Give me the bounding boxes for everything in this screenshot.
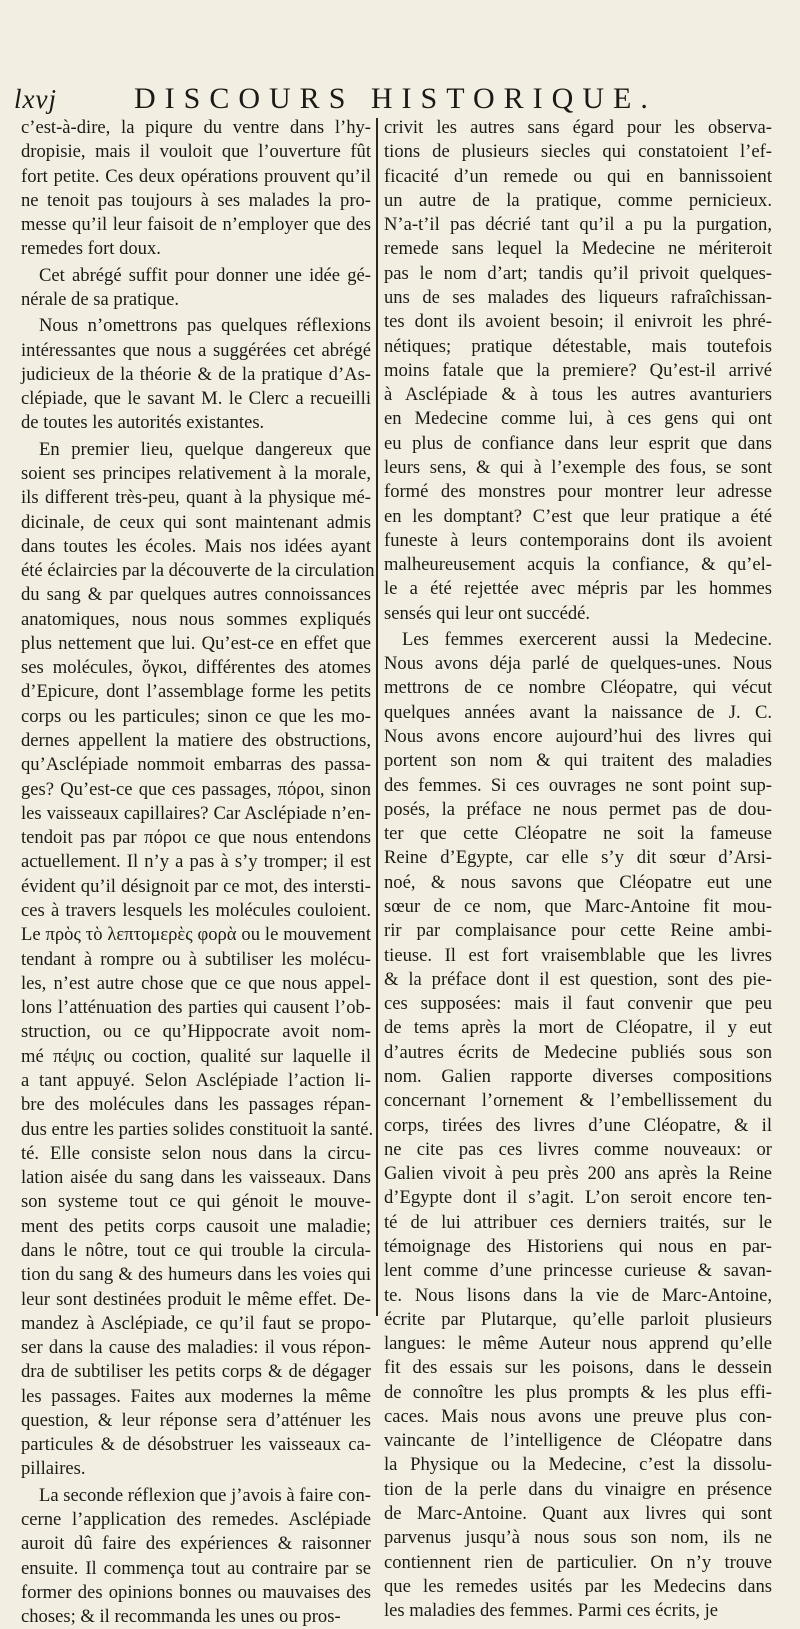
text-line: tieuse. Il est fort vraisemblable que les livres [384,944,772,966]
right-column [384,116,772,1623]
text-line: portent son nom & qui traitent des maladies [384,750,772,772]
text-line: struction, ou ce qu’Hippocrate avoit nom- [21,1021,371,1043]
text-line: c’est-à-dire, la piqure du ventre dans l’hy- [21,117,371,138]
text-line: dus entre les parties solides constituoit la santé. [21,1118,374,1140]
text-line: caces. Mais nous avons une preuve plus con- [384,1405,772,1427]
text-line: ter que cette Cléopatre ne soit la fameuse [384,823,772,845]
left-column [21,116,375,1629]
text-line: d’Egypte dont il s’agit. L’on seroit encore ten- [384,1187,772,1209]
text-line: en Medecine comme lui, à ces gens qui ont [384,408,772,430]
text-line: dernes appellent la matiere des obstructions, [21,730,371,752]
text-line: d’Epicure, dont l’assemblage forme les petits [21,681,371,703]
text-line: de Marc-Antoine. Quant aux livres qui sont [384,1503,772,1525]
text-line: dicinale, de ceux qui sont maintenant admis [21,511,371,533]
text-line: noé, & nous savons que Cléopatre eut une [384,871,772,893]
text-line: ces supposées: mais il faut convenir que peu [384,993,772,1015]
text-line: tions de plusieurs siecles qui constatoient l’ef- [384,141,772,163]
text-line: les passages. Faites aux modernes la même [21,1385,371,1407]
text-line: d’autres écrits de Medecine publiés sous son [384,1041,772,1063]
text-line: pillaires. [21,1458,86,1480]
text-line: concernant l’ornement & l’embellissement du [384,1090,772,1112]
text-line: ces à travers lesquels les molécules couloient. [21,900,371,921]
text-line: qu’Asclépiade nommoit embarras des passa- [21,754,371,776]
text-line: les vaisseaux capillaires? Car Asclépiade n’en- [21,802,371,824]
text-line: que les remedes usités par les Medecins dans [384,1575,772,1597]
text-line: La seconde réflexion que j’avois à faire con- [39,1484,371,1506]
text-line: bre des molécules dans les passages répan- [21,1094,371,1116]
text-line: ne tenoit pas toujours à ses malades la pro- [21,189,371,211]
text-line: corps ou les particules; sinon ce que les mo- [21,705,371,727]
text-line: Reine d’Egypte, car elle s’y dit sœur d’Arsi- [384,847,772,869]
text-line: ges? Qu’est-ce que ces passages, πόροι, sinon [21,778,371,800]
text-line: sensés qui leur ont succédé. [384,602,591,624]
text-line: rir par complaisance pour cette Reine ambi- [384,920,772,942]
text-line: en les domptant? C’est que leur pratique a été [384,505,772,527]
text-line: remedes fort doux. [21,238,161,260]
text-line: les, n’est autre chose que ce que nous appel- [21,972,371,994]
text-line: En premier lieu, quelque dangereux que [39,438,371,460]
text-line: former des opinions bonnes ou mauvaises des [21,1581,371,1603]
column-divider [376,118,378,1316]
text-line: funeste à leurs contemporains dont ils avoient [384,529,772,551]
text-line: tion du sang & des humeurs dans les voies qui [21,1264,371,1286]
text-line: nom. Galien rapporte diverses compositions [384,1065,772,1087]
text-line: soient ses principes relativement à la morale, [21,462,371,484]
text-line: actuellement. Il n’y a pas à s’y tromper; il est [21,851,371,873]
text-line: auroit dû faire des expériences & raisonner [21,1533,371,1555]
text-line: dra de subtiliser les petits corps & de dégager [21,1361,371,1383]
text-line: ficacité d’un remede ou qui en bannissoient [384,165,772,187]
text-line: vaincante de l’intelligence de Cléopatre dans [384,1430,772,1452]
text-line: ils different très-peu, quant à la physique mé- [21,487,371,509]
text-line: te. Nous lisons dans la vie de Marc-Antoine, [384,1284,772,1306]
text-line: nérale de sa pratique. [21,288,179,310]
text-line: à Asclépiade & à tous les autres avanturiers [384,384,772,406]
text-line: tion de la perle dans du vinaigre en présence [384,1478,772,1500]
text-line: tendant à rompre ou à subtiliser les molécu- [21,948,371,970]
text-line: messe qu’il leur faisoit de n’employer que des [21,214,371,236]
text-line: remede sans lequel la Medecine ne mériteroit [384,238,772,260]
text-line: de tems après la mort de Cléopatre, il y eut [384,1017,772,1039]
text-line: fort petite. Ces deux opérations prouvent qu’il [21,165,371,187]
text-line: clépiade, que le savant M. le Clerc a recueilli [21,388,371,410]
text-line: pas le nom d’art; tandis qu’il privoit quelques- [384,262,772,284]
text-line: de toutes les autorités existantes. [21,412,265,434]
text-line: leur sont destinées produit le même effet. De- [21,1288,371,1310]
text-line: quelques années avant la naissance de J. C. [384,701,772,723]
text-line: malheureusement acquis la confiance, & qu’el- [384,554,772,576]
text-line: dans le nôtre, tout ce qui trouble la circula- [21,1239,371,1261]
text-line: fit des essais sur les poisons, dans le dessein [384,1357,772,1379]
text-line: lation aisée du sang dans les vaisseaux. Dans [21,1167,371,1189]
text-line: ment des petits corps causoit une maladie; [21,1215,371,1237]
text-line: ensuite. Il commença tout au contraire par se [21,1557,371,1579]
text-line: les maladies des femmes. Parmi ces écrits, je [384,1600,719,1622]
text-line: anatomiques, nous nous sommes expliqués [21,608,371,630]
text-line: particules & de désobstruer les vaisseaux ca- [21,1434,371,1456]
text-line: corps, tirées des livres d’une Cléopatre, & il [384,1114,772,1136]
text-line: cerne l’application des remedes. Asclépiade [21,1509,371,1531]
text-line: langues: le même Auteur nous apprend qu’elle [384,1333,772,1355]
text-line: des femmes. Si ces ouvrages ne sont point sup- [384,774,772,796]
text-line: la Physique ou la Medecine, c’est la dissolu- [384,1454,772,1476]
text-line: tendoit pas par πόροι ce que nous entendons [21,827,371,849]
text-line: mé πέψις ou coction, qualité sur laquelle il [21,1045,371,1067]
text-line: Nous avons encore aujourd’hui des livres qui [384,726,772,748]
text-line: mettrons de ce nombre Cléopatre, qui vécut [384,677,772,699]
text-line: posés, la préface ne nous permet pas de dou- [384,798,772,820]
text-line: té de lui attribuer ces derniers traités, sur le [384,1211,772,1233]
text-line: Les femmes exercerent aussi la Medecine. [402,628,772,650]
text-line: dans toutes les écoles. Mais nos idées ayant [21,535,371,557]
text-line: du sang & par quelques autres connoissances [21,584,371,606]
text-line: Cet abrégé suffit pour donner une idée gé- [39,264,371,286]
running-title: DISCOURS HISTORIQUE. [134,82,657,115]
text-line: ses molécules, ὄγκοι, différentes des atomes [21,657,371,679]
text-line: un autre de la pratique, comme pernicieux. [384,189,772,211]
text-line: & la préface dont il est question, sont des pie- [384,968,772,990]
text-line: nétiques; pratique détestable, mais toutefois [384,335,772,357]
text-line: ne cite pas ces livres comme nouveaux: or [384,1138,772,1160]
text-line: sœur de ce nom, que Marc-Antoine fit mou- [384,896,772,917]
text-line: té. Elle consiste selon nous dans la circu- [21,1142,371,1164]
text-line: Le πρὸς τὸ λεπτομερὲς φορὰ ou le mouvement [21,924,371,946]
text-line: intéressantes que nous a suggérées cet abrégé [21,339,371,361]
text-line: témoignage des Historiens qui nous en par- [384,1235,772,1257]
text-line: lons l’atténuation des parties qui causent l’ob- [21,997,371,1019]
text-line: crivit les autres sans égard pour les observa- [384,117,772,138]
text-line: été éclaircies par la découverte de la circulation [21,560,375,582]
text-line: leurs sens, & qui à l’exemple des fous, se sont [384,456,772,478]
text-line: le a été rejettée avec mépris par les hommes [384,578,772,600]
text-line: lent comme d’une princesse curieuse & savan- [384,1260,772,1282]
page-number: lxvj [14,84,57,114]
text-line: Nous n’omettrons pas quelques réflexions [39,315,371,337]
text-line: son systeme tout ce qui génoit le mouve- [21,1191,371,1213]
text-line: dropisie, mais il vouloit que l’ouverture fût [21,141,371,163]
text-line: N’a-t’il pas décrié tant qu’il a pu la purgation, [384,214,772,236]
text-line: question, & leur réponse sera d’atténuer les [21,1409,371,1431]
text-line: tes dont ils avoient besoin; il enivroit les phré- [384,311,772,333]
text-line: eu plus de confiance dans leur esprit que dans [384,432,772,454]
text-line: de connoître les plus prompts & les plus effi- [384,1381,772,1403]
text-line: formé des monstres pour montrer leur adresse [384,481,772,503]
text-line: évident qu’il désignoit par ce mot, des intersti- [21,875,371,897]
text-line: uns de ses malades des liqueurs rafraîchissan- [384,286,772,308]
text-line: ser dans la cause des maladies: il vous répon- [21,1337,371,1359]
text-line: a tant appuyé. Selon Asclépiade l’action li- [21,1069,371,1091]
text-line: contiennent rien de particulier. On n’y trouve [384,1551,772,1573]
text-line: écrite par Plutarque, qu’elle parloit plusieurs [384,1308,772,1330]
text-line: plus nettement que lui. Qu’est-ce en effet que [21,632,371,654]
text-line: Nous avons déja parlé de quelques-unes. Nous [384,653,772,675]
text-line: moins fatale que la premiere? Qu’est-il arrivé [384,359,772,381]
text-line: mandez à Asclépiade, ce qu’il faut se propo- [21,1312,371,1334]
text-line: judicieux de la théorie & de la pratique d’As- [21,363,371,385]
text-line: choses; & il recommanda les unes ou pros- [21,1606,341,1628]
text-line: Galien vivoit à peu près 200 ans après la Reine [384,1163,772,1185]
text-line: parvenus jusqu’à nous sous son nom, ils ne [384,1527,772,1549]
